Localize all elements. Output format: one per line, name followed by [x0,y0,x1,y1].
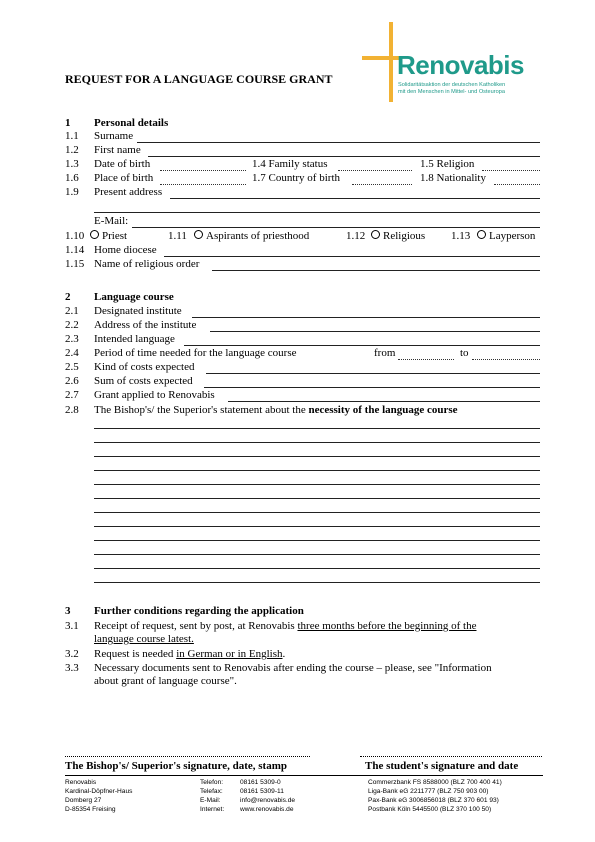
religion-field[interactable] [482,160,540,171]
row-number: 3.3 [65,662,79,674]
email-link[interactable]: info@renovabis.de [240,797,296,804]
row-number: 1.13 [451,230,471,242]
email-field[interactable] [132,217,540,228]
present-address-label: Present address [94,186,163,198]
student-signature-label: The student's signature and date [365,760,519,772]
present-address-field[interactable] [170,188,540,199]
row-number: 2.8 [65,404,79,416]
row-number: 1.2 [65,144,79,156]
bishop-signature-line[interactable] [65,756,310,757]
country-of-birth-field[interactable] [352,174,412,185]
section3-title: Further conditions regarding the application [94,605,304,617]
student-signature-line[interactable] [360,756,542,757]
row-number: 3.2 [65,648,79,660]
place-of-birth-field[interactable] [160,174,246,185]
website-link[interactable]: www.renovabis.de [240,806,294,813]
row-number: 2.1 [65,305,79,317]
kind-of-costs-field[interactable] [206,363,540,374]
home-diocese-field[interactable] [164,246,540,257]
section3-number: 3 [65,605,71,617]
date-of-birth-label: Date of birth [94,158,151,170]
condition-3-1: Receipt of request, sent by post, at Renovabis three months before the beginning of the [94,620,477,632]
religious-order-label: Name of religious order [94,258,200,270]
surname-field[interactable] [137,132,540,143]
from-field[interactable] [398,349,454,360]
sum-of-costs-field[interactable] [204,377,540,388]
row-number: 2.6 [65,375,79,387]
footer-divider [65,775,543,776]
date-of-birth-field[interactable] [160,160,246,171]
from-label: from [374,347,396,359]
kind-of-costs-label: Kind of costs expected [94,361,195,373]
row-number: 1.10 [65,230,85,242]
nationality-label: 1.8 Nationality [420,172,486,184]
aspirants-option[interactable]: Aspirants of priesthood [190,230,309,243]
row-number: 3.1 [65,620,79,632]
home-diocese-label: Home diocese [94,244,157,256]
nationality-field[interactable] [494,174,540,185]
family-status-label: 1.4 Family status [252,158,328,170]
row-number: 1.15 [65,258,85,270]
country-of-birth-label: 1.7 Country of birth [252,172,340,184]
row-number: 2.5 [65,361,79,373]
section2-title: Language course [94,291,174,303]
logo-name: Renovabis [397,50,524,80]
email-label: E-Mail: [94,215,129,227]
row-number: 2.3 [65,333,79,345]
to-field[interactable] [472,349,540,360]
layperson-option[interactable]: Layperson [473,230,535,243]
religious-order-field[interactable] [212,260,540,271]
first-name-field[interactable] [148,146,540,157]
condition-3-3: Necessary documents sent to Renovabis after ending the course – please, see "Information [94,662,492,674]
row-number: 1.12 [346,230,366,242]
renovabis-logo [360,22,540,112]
institute-field[interactable] [192,307,540,318]
first-name-label: First name [94,144,141,156]
row-number: 1.14 [65,244,85,256]
logo-tagline-1: Solidaritätsaktion der deutschen Katholiken [398,82,506,88]
section1-number: 1 [65,117,71,129]
row-number: 1.9 [65,186,79,198]
surname-label: Surname [94,130,134,142]
religious-option[interactable]: Religious [367,230,425,243]
logo-tagline-2: mit den Menschen in Mittel- und Osteuropa [398,89,505,95]
page-title: REQUEST FOR A LANGUAGE COURSE GRANT [65,72,333,86]
radio-icon[interactable] [477,230,486,239]
priest-option[interactable]: Priest [86,230,127,243]
row-number: 1.3 [65,158,79,170]
row-number: 2.2 [65,319,79,331]
religion-label: 1.5 Religion [420,158,475,170]
row-number: 1.1 [65,130,79,142]
row-number: 2.7 [65,389,79,401]
radio-icon[interactable] [194,230,203,239]
bishop-signature-label: The Bishop's/ Superior's signature, date, stamp [65,760,287,772]
institute-address-label: Address of the institute [94,319,197,331]
radio-icon[interactable] [90,230,99,239]
sum-of-costs-label: Sum of costs expected [94,375,193,387]
institute-address-field[interactable] [210,321,540,332]
row-number: 1.11 [168,230,187,242]
condition-3-1-cont: language course latest. [94,633,194,645]
section2-number: 2 [65,291,71,303]
institute-label: Designated institute [94,305,182,317]
family-status-field[interactable] [338,160,412,171]
place-of-birth-label: Place of birth [94,172,154,184]
grant-applied-field[interactable] [228,391,540,402]
to-label: to [460,347,469,359]
statement-label: The Bishop's/ the Superior's statement about the necessity of the language course [94,404,458,416]
condition-3-3-cont: about grant of language course". [94,675,237,687]
condition-3-2: Request is needed in German or in English. [94,648,286,660]
row-number: 1.6 [65,172,79,184]
grant-applied-label: Grant applied to Renovabis [94,389,215,401]
section1-title: Personal details [94,117,169,129]
radio-icon[interactable] [371,230,380,239]
period-label: Period of time needed for the language course [94,347,297,359]
present-address-field-2[interactable] [94,202,540,213]
language-label: Intended language [94,333,175,345]
row-number: 2.4 [65,347,79,359]
language-field[interactable] [184,335,540,346]
